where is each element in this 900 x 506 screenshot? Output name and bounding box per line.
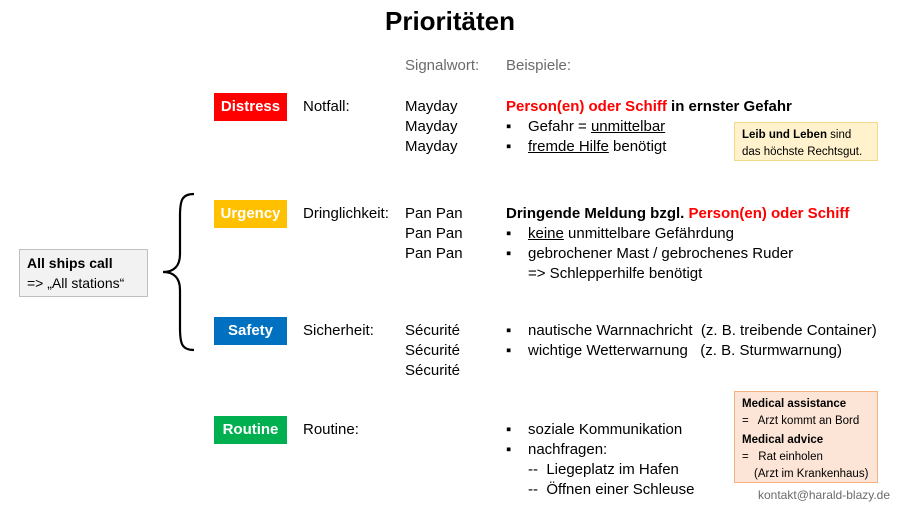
- safety-examples: [506, 321, 877, 361]
- note-bold: Leib und Leben: [742, 129, 827, 141]
- list-item-underlined: fremde Hilfe: [528, 138, 609, 155]
- bullet-icon: ▪: [506, 118, 512, 135]
- list-item-underlined: keine: [528, 225, 564, 242]
- distress-headline-rest: in ernster Gefahr: [666, 98, 792, 115]
- header-beispiele: Beispiele:: [506, 57, 572, 74]
- list-item-text: benötigt: [608, 138, 667, 155]
- list-item-text: nautische Warnnachricht (z. B. treibende Container): [528, 322, 877, 339]
- urgency-headline-red: Person(en) oder Schiff: [688, 205, 850, 222]
- signal-word: Sécurité: [405, 342, 461, 359]
- distress-signals: [405, 97, 458, 157]
- bullet-icon: ▪: [506, 225, 512, 242]
- safety-label: Sicherheit:: [303, 322, 374, 339]
- list-item: [506, 420, 694, 440]
- bullet-icon: ▪: [506, 322, 512, 339]
- note-medical: [734, 391, 878, 483]
- routine-badge: Routine: [214, 416, 287, 444]
- list-subitem: => Schlepperhilfe benötigt: [528, 265, 703, 282]
- all-stations-line: => „All stations“: [27, 275, 125, 291]
- list-item-text: Gefahr =: [528, 118, 591, 135]
- safety-badge: Safety: [214, 317, 287, 345]
- distress-headline: [506, 97, 792, 117]
- medical-advice-heading: Medical advice: [742, 434, 824, 446]
- bullet-icon: ▪: [506, 138, 512, 155]
- urgency-signals: [405, 204, 463, 264]
- urgency-headline: [506, 204, 849, 224]
- brace-icon: [160, 192, 196, 354]
- signal-word: Pan Pan: [405, 245, 463, 262]
- urgency-examples: [506, 204, 849, 284]
- list-item: [506, 244, 849, 264]
- page-title: Prioritäten: [384, 6, 516, 36]
- urgency-headline-text: Dringende Meldung bzgl.: [506, 205, 689, 222]
- list-subitem: -- Liegeplatz im Hafen: [528, 461, 679, 478]
- list-item-text: unmittelbare Gefährdung: [563, 225, 734, 242]
- signal-word: Mayday: [405, 138, 458, 155]
- signal-word: Sécurité: [405, 322, 461, 339]
- medical-assistance-heading: Medical assistance: [742, 398, 847, 410]
- footer-contact: kontakt@harald-blazy.de: [758, 488, 891, 502]
- distress-label: Notfall:: [303, 98, 350, 115]
- distress-headline-red: Person(en) oder Schiff: [506, 98, 667, 115]
- note-text: sind das höchste Rechtsgut.: [742, 129, 863, 158]
- bullet-icon: ▪: [506, 342, 512, 359]
- list-item: [506, 224, 849, 244]
- distress-badge: Distress: [214, 93, 287, 121]
- signal-word: Pan Pan: [405, 225, 463, 242]
- routine-label: Routine:: [303, 421, 359, 438]
- bullet-icon: ▪: [506, 441, 512, 458]
- bullet-icon: ▪: [506, 245, 512, 262]
- signal-word: Mayday: [405, 118, 458, 135]
- urgency-badge: Urgency: [214, 200, 287, 228]
- list-item-text: soziale Kommunikation: [528, 421, 683, 438]
- signal-word: Mayday: [405, 98, 458, 115]
- list-item-text: gebrochener Mast / gebrochenes Ruder: [528, 245, 794, 262]
- signal-word: Sécurité: [405, 362, 461, 379]
- list-item: [506, 440, 694, 460]
- medical-assistance-text: = Arzt kommt an Bord: [742, 415, 860, 427]
- all-ships-call-box: [19, 249, 148, 297]
- list-item-text: nachfragen:: [528, 441, 608, 458]
- list-item-underlined: unmittelbar: [590, 118, 666, 135]
- safety-signals: [405, 321, 460, 381]
- list-item: [506, 341, 877, 361]
- list-item: [506, 321, 877, 341]
- all-ships-call-title: All ships call: [27, 255, 113, 271]
- header-signalwort: Signalwort:: [405, 57, 480, 74]
- signal-word: Pan Pan: [405, 205, 463, 222]
- note-leib-und-leben: [734, 122, 878, 161]
- routine-examples: [506, 420, 694, 500]
- bullet-icon: ▪: [506, 421, 512, 438]
- medical-advice-text: (Arzt im Krankenhaus): [754, 468, 869, 480]
- urgency-label: Dringlichkeit:: [303, 205, 389, 222]
- list-subitem: -- Öffnen einer Schleuse: [528, 481, 695, 498]
- list-item-text: wichtige Wetterwarnung (z. B. Sturmwarnung): [528, 342, 843, 359]
- medical-advice-text: = Rat einholen: [742, 451, 823, 463]
